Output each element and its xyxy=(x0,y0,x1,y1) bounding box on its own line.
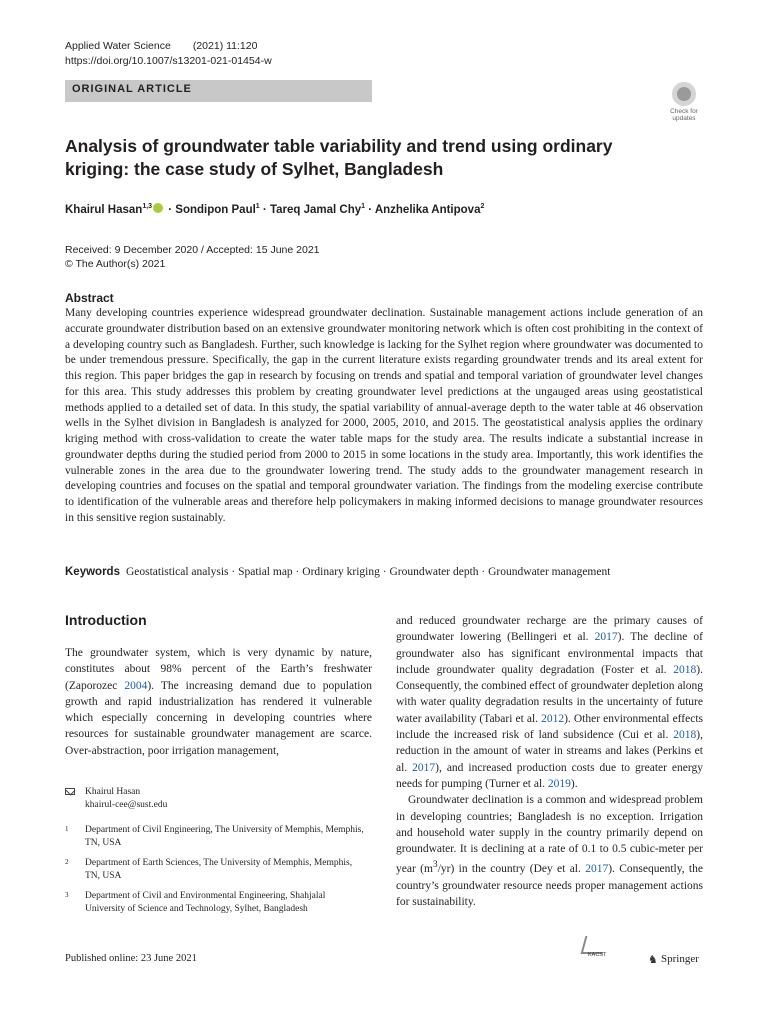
author-affiliation-marker: 1 xyxy=(361,203,366,210)
author-separator: · xyxy=(365,203,375,216)
affiliation-2 xyxy=(65,857,365,882)
citation-link[interactable]: 2019 xyxy=(547,777,571,790)
orcid-icon[interactable] xyxy=(153,203,163,213)
springer-horse-icon: ♞ xyxy=(648,954,658,966)
paragraph-text: Groundwater declination is a common and widespread problem in developing countries; Bangladesh is no exception. Irrigation and household water supply in the country primarily depend on groundwater. It is declining at a rate of 0.1 to 0.5 cubic-meter per year (m xyxy=(396,794,703,876)
envelope-icon xyxy=(65,788,75,795)
paragraph-text: ). xyxy=(570,777,578,790)
affiliation-text: Department of Civil and Environmental Engineering, Shahjalal University of Science and Technology, Sylhet, Bangladesh xyxy=(85,891,326,914)
check-updates-icon xyxy=(672,82,696,106)
springer-label: Springer xyxy=(661,953,699,965)
doi-link[interactable]: https://doi.org/10.1007/s13201-021-01454-w xyxy=(65,55,272,67)
corresponding-author-email[interactable]: khairul-cee@sust.edu xyxy=(85,799,168,810)
kacst-label: KACST xyxy=(588,952,607,958)
intro-paragraph-1 xyxy=(65,645,372,759)
affiliation-text: Department of Civil Engineering, The University of Memphis, Memphis, TN, USA xyxy=(85,825,364,848)
author-affiliation-marker: 1 xyxy=(255,203,260,210)
affiliation-1 xyxy=(65,824,365,849)
affiliation-text: Department of Earth Sciences, The University of Memphis, Memphis, TN, USA xyxy=(85,858,353,881)
paragraph-text: ). Other environmental effects include the increased risk of land subsidence (Cui et al. xyxy=(396,712,703,742)
paragraph-text: ). The decline of groundwater also has significant environmental impacts that include groundwater quality degradation (Foster et al. xyxy=(396,631,703,676)
journal-name: Applied Water Science xyxy=(65,40,171,52)
article-type-label: ORIGINAL ARTICLE xyxy=(72,83,192,95)
keywords-label: Keywords xyxy=(65,566,120,578)
citation-link[interactable]: 2004 xyxy=(124,679,148,692)
citation-link[interactable]: 2017 xyxy=(412,761,436,774)
check-for-updates-button[interactable] xyxy=(664,82,704,122)
keywords-list: Geostatistical analysis · Spatial map · Ordinary kriging · Groundwater depth · Groundwater management xyxy=(125,566,611,578)
keywords-line xyxy=(65,566,705,578)
superscript: 3 xyxy=(432,859,438,871)
citation-link[interactable]: 2017 xyxy=(594,631,618,644)
intro-paragraph-2 xyxy=(396,792,703,910)
section-heading-introduction: Introduction xyxy=(65,612,147,628)
published-online-date: Published online: 23 June 2021 xyxy=(65,953,197,964)
affiliation-number: 2 xyxy=(65,858,69,866)
author-name[interactable]: Tareq Jamal Chy xyxy=(269,203,362,216)
article-type-banner xyxy=(65,80,372,102)
received-accepted-dates: Received: 9 December 2020 / Accepted: 15 June 2021 xyxy=(65,244,320,256)
corresponding-author xyxy=(65,786,167,811)
author-separator: · xyxy=(165,203,176,216)
affiliation-3 xyxy=(65,890,365,915)
author-name[interactable]: Anzhelika Antipova xyxy=(374,203,481,216)
journal-citation: (2021) 11:120 xyxy=(192,40,258,52)
paragraph-text: ). The increasing demand due to population growth and rapid industrialization has rendered it vulnerable which especially concerning in developing countries where resources for sustainable groundwater management are scarce. Over-abstraction, poor irrigation management, xyxy=(65,679,372,757)
author-list xyxy=(65,203,484,216)
citation-link[interactable]: 2018 xyxy=(673,663,697,676)
paragraph-text: and reduced groundwater recharge are the primary causes of groundwater lowering (Bellingeri et al. xyxy=(396,615,703,644)
author-name[interactable]: Khairul Hasan xyxy=(65,203,143,216)
article-dates xyxy=(65,243,320,271)
article-title: Analysis of groundwater table variability and trend using ordinary kriging: the case study of Sylhet, Bangladesh xyxy=(65,136,613,179)
corresponding-author-name: Khairul Hasan xyxy=(85,787,141,797)
affiliation-number: 1 xyxy=(65,825,69,833)
abstract-heading: Abstract xyxy=(65,291,114,305)
copyright-line: © The Author(s) 2021 xyxy=(65,258,166,270)
citation-link[interactable]: 2012 xyxy=(541,712,565,725)
check-updates-label: Check for updates xyxy=(670,108,698,122)
paragraph-text: ). Consequently, the combined effect of groundwater depletion along with water quality degradation results in the uncertainty of future water availability (Tabari et al. xyxy=(396,663,703,725)
author-affiliation-marker: 1,3 xyxy=(142,203,153,210)
paragraph-text: ). Consequently, the country’s groundwater resource needs proper management actions for sustainability. xyxy=(396,863,703,908)
intro-right-column xyxy=(396,613,703,910)
paragraph-text: /yr) in the country (Dey et al. xyxy=(437,863,586,876)
author-separator: · xyxy=(259,203,270,216)
journal-citation-line xyxy=(65,40,257,52)
paragraph-text: ), and increased production costs due to greater energy needs for pumping (Turner et al. xyxy=(396,761,703,790)
publisher-logos xyxy=(583,936,708,972)
author-name[interactable]: Sondipon Paul xyxy=(175,203,256,216)
paragraph-text: ), reduction in the amount of water in streams and lakes (Perkins et al. xyxy=(396,729,703,774)
paragraph-text: The groundwater system, which is very dynamic by nature, constitutes about 98% percent of the Earth’s freshwater (Zaporozec xyxy=(65,647,372,692)
affiliation-number: 3 xyxy=(65,891,69,899)
citation-link[interactable]: 2018 xyxy=(673,729,697,742)
author-affiliation-marker: 2 xyxy=(480,203,485,210)
citation-link[interactable]: 2017 xyxy=(585,863,609,876)
abstract-text: Many developing countries experience widespread groundwater declination. Sustainable management actions include generation of an accurate groundwater distribution based on an extensive groundwater monitoring network which is often cost prohibiting in the context of a developing country such as Bangladesh. Further, such knowledge is lacking for the Sylhet region where groundwater was documented to be under tremendous pressure. Specifically, the gap in the current literature exists regarding groundwater trends and its areal extent for this region. This paper bridges the gap in research by focusing on trends and spatial and temporal variation of groundwater level changes for this area. This study addresses this problem by creating groundwater level predictions at the ungauged areas using geostatistical methods applied to a detailed set of data. In this study, the spatial variability of annual-average depth to the water table at 46 observation wells in the Sylhet division in Bangladesh is analyzed for 2000, 2005, 2010, and 2015. The geostatistical analysis applies the ordinary kriging method with cross-validation to create the water table maps for the study area. The results indicate a substantial increase in groundwater depths during the studied period from 2000 to 2015 in some locations in the study area. Importantly, this work identifies the vulnerable zones in the area due to the groundwater lowering trend. The study adds to the groundwater management research in developing countries and focuses on the spatial and temporal groundwater variation. The findings from the modeling exercise contribute to identification of the vulnerable areas and therefore help policymakers in making informed decisions to manage groundwater resources in this sensitive region sustainably. xyxy=(65,307,703,524)
intro-paragraph-continued xyxy=(396,613,703,792)
